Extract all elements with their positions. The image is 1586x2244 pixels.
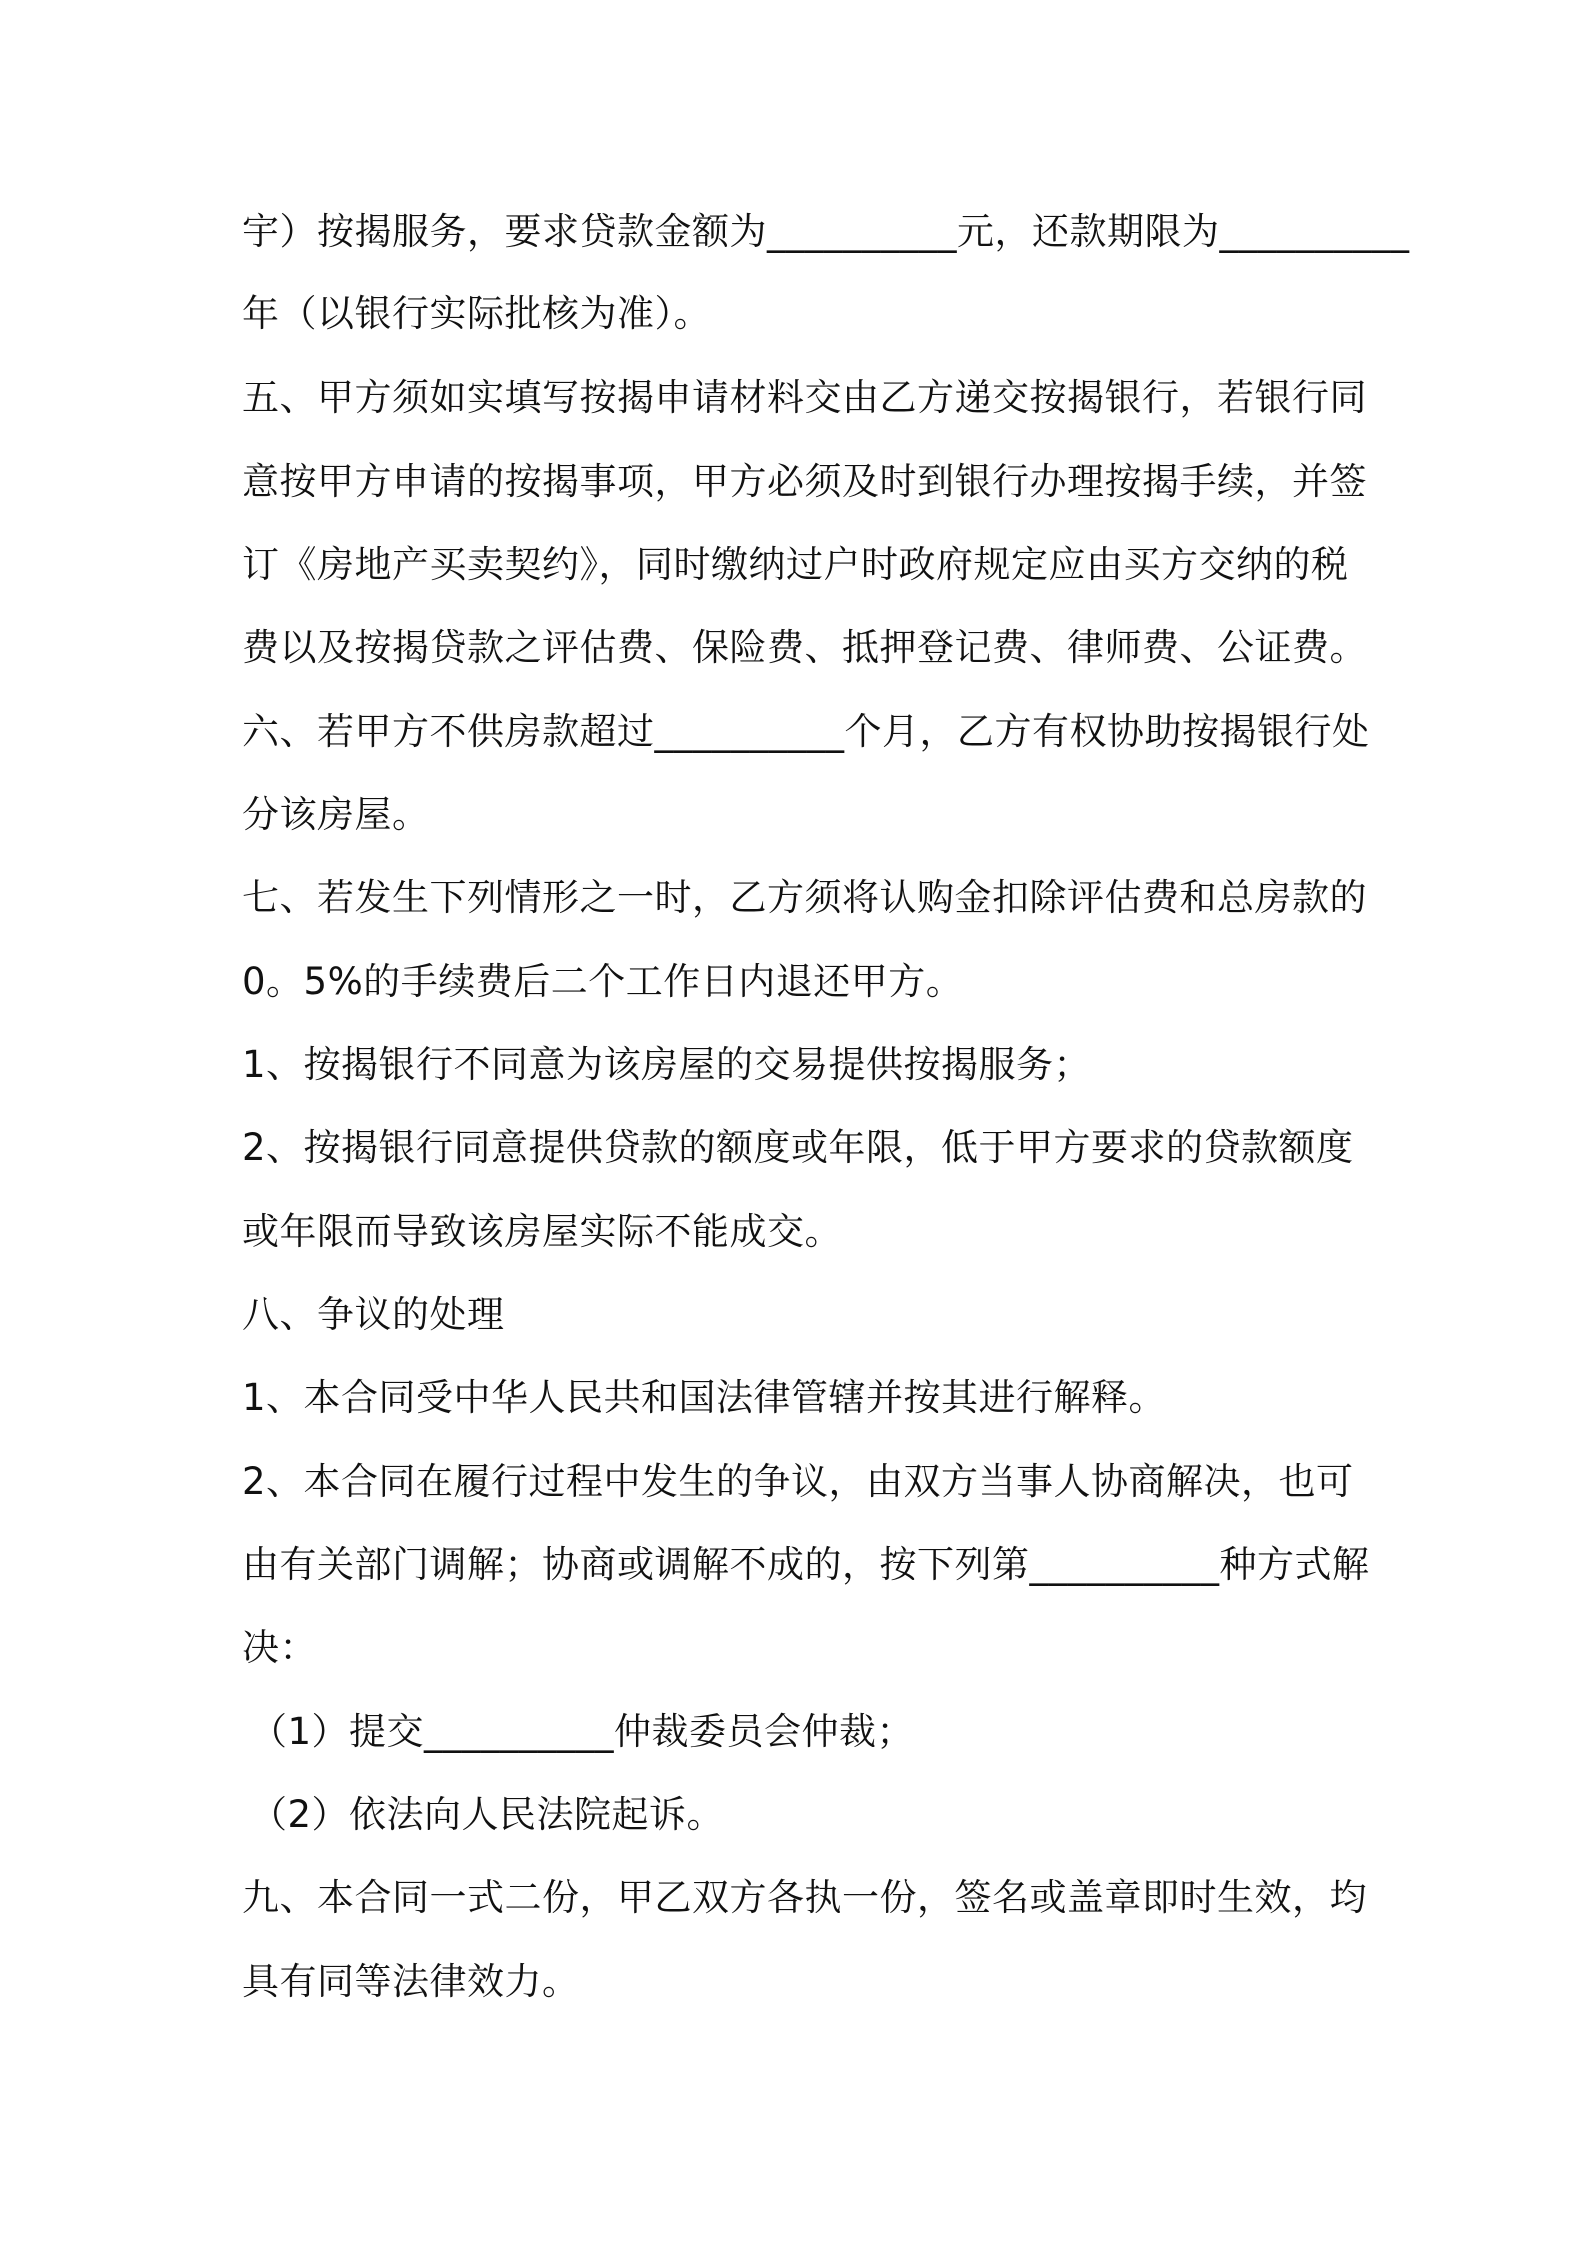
- text-line: 七、若发生下列情形之一时，乙方须将认购金扣除评估费和总房款的: [242, 876, 1367, 919]
- text-line: 由有关部门调解；协商或调解不成的，按下列第__________种方式解: [242, 1543, 1370, 1586]
- text-line: 0。5%的手续费后二个工作日内退还甲方。: [242, 960, 964, 1003]
- text-line: 具有同等法律效力。: [242, 1960, 580, 2003]
- text-line: 意按甲方申请的按揭事项，甲方必须及时到银行办理按揭手续，并签: [242, 460, 1367, 503]
- text-line: 2、本合同在履行过程中发生的争议，由双方当事人协商解决，也可: [242, 1460, 1354, 1503]
- text-line: 九、本合同一式二份，甲乙双方各执一份，签名或盖章即时生效，均: [242, 1876, 1367, 1919]
- list-item: （2）依法向人民法院起诉。: [250, 1793, 725, 1836]
- list-item: （1）提交__________仲裁委员会仲裁；: [250, 1710, 915, 1753]
- text-line: 1、本合同受中华人民共和国法律管辖并按其进行解释。: [242, 1376, 1167, 1419]
- text-line: 年（以银行实际批核为准）。: [242, 292, 711, 335]
- text-line: 2、按揭银行同意提供贷款的额度或年限，低于甲方要求的贷款额度: [242, 1126, 1354, 1169]
- text-line: 费以及按揭贷款之评估费、保险费、抵押登记费、律师费、公证费。: [242, 626, 1367, 669]
- text-line: 六、若甲方不供房款超过__________个月，乙方有权协助按揭银行处: [242, 710, 1370, 753]
- section-heading: 八、争议的处理: [242, 1293, 505, 1336]
- text-line: 分该房屋。: [242, 793, 430, 836]
- text-line: 1、按揭银行不同意为该房屋的交易提供按揭服务；: [242, 1043, 1092, 1086]
- text-line: 订《房地产买卖契约》，同时缴纳过户时政府规定应由买方交纳的税: [242, 543, 1349, 586]
- text-line: 决：: [242, 1626, 317, 1669]
- text-line: 五、甲方须如实填写按揭申请材料交由乙方递交按揭银行，若银行同: [242, 376, 1367, 419]
- text-line: 宇）按揭服务，要求贷款金额为__________元，还款期限为__________: [242, 210, 1410, 253]
- text-line: 或年限而导致该房屋实际不能成交。: [242, 1210, 842, 1253]
